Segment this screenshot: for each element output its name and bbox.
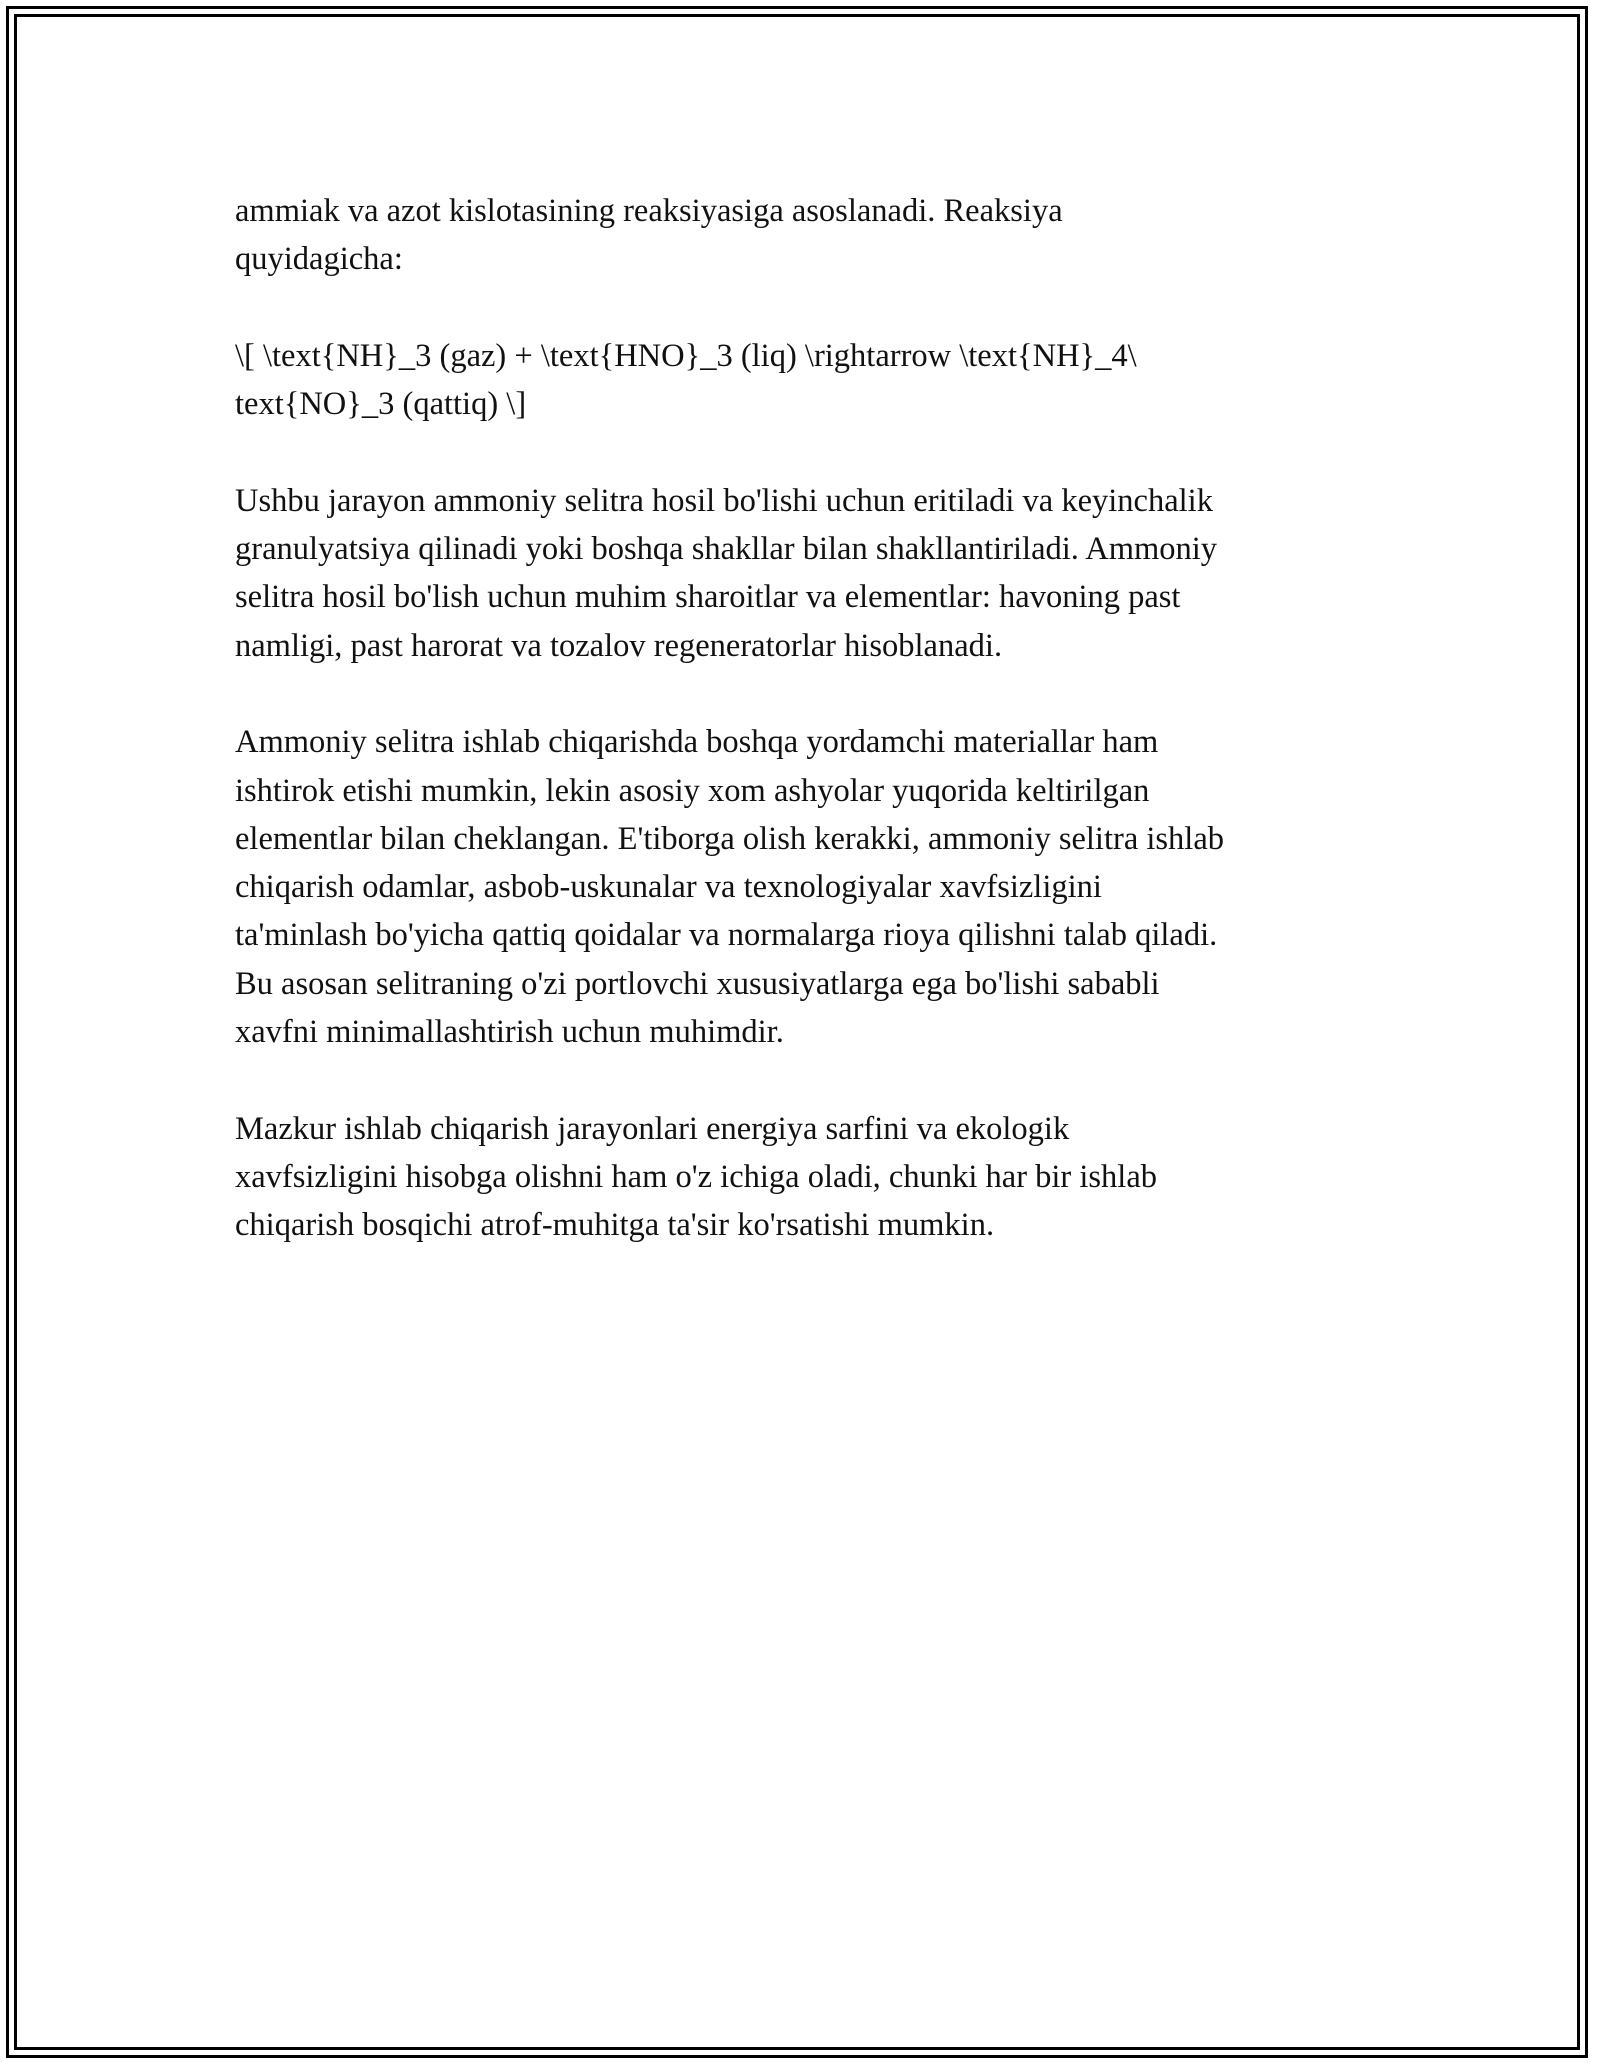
paragraph-reaction-equation: \[ \text{NH}_3 (gaz) + \text{HNO}_3 (liq) \rightarrow \text{NH}_4\ text{NO}_3 (qattiq) \] <box>235 337 1137 423</box>
document-body <box>235 187 1355 1298</box>
paragraph-environmental-impact: Mazkur ishlab chiqarish jarayonlari energiya sarfini va ekologik xavfsizligini hisobga olishni ham o'z ichiga oladi, chunki har bir ishlab chiqarish bosqichi atrof-muhitga ta'sir ko'rsatishi mumkin. <box>235 1110 1157 1244</box>
paragraph-process-conditions: Ushbu jarayon ammoniy selitra hosil bo'lishi uchun eritiladi va keyinchalik granulyatsiya qilinadi yoki boshqa shakllar bilan shakllantiriladi. Ammoniy selitra hosil bo'lish uchun muhim sharoitlar va elementlar: havoning past namligi, past harorat va tozalov regeneratorlar hisoblanadi. <box>235 482 1218 664</box>
paragraph-reaction-intro: ammiak va azot kislotasining reaksiyasiga asoslanadi. Reaksiya quyidagicha: <box>235 193 1063 278</box>
paragraph-safety-requirements: Ammoniy selitra ishlab chiqarishda boshqa yordamchi materiallar ham ishtirok etishi mumkin, lekin asosiy xom ashyolar yuqorida keltirilgan elementlar bilan cheklangan. E'tiborga olish kerakki, ammoniy selitra ishlab chiqarish odamlar, asbob-uskunalar va texnologiyalar xavfsizligini ta'minlash bo'yicha qattiq qoidalar va normalarga rioya qilishni talab qiladi. Bu asosan selitraning o'zi portlovchi xususiyatlarga ega bo'lishi sababli xavfni minimallashtirish uchun muhimdir. <box>235 724 1224 1051</box>
